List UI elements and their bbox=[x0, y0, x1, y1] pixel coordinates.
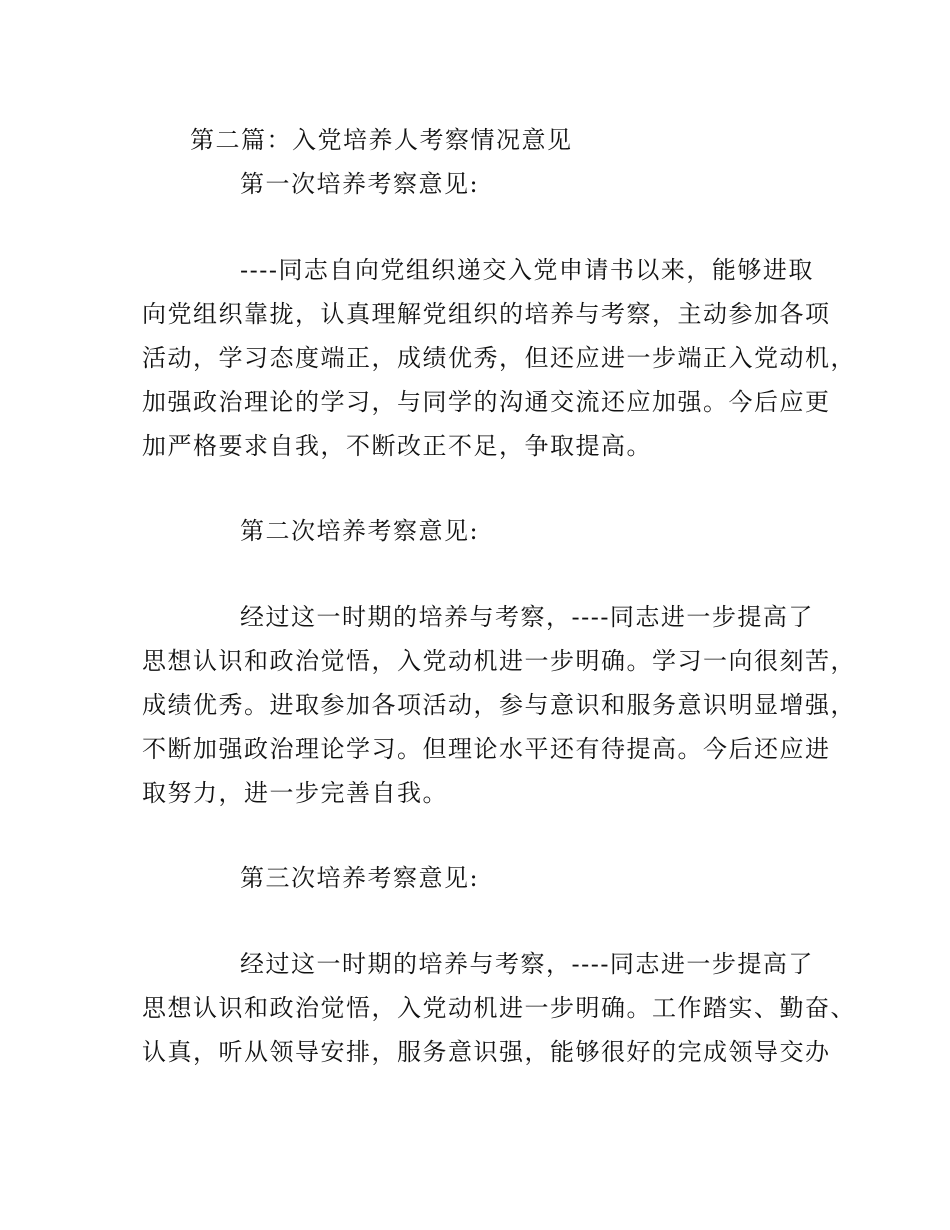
section-1-line-1: ----同志自向党组织递交入党申请书以来，能够进取 bbox=[240, 256, 814, 284]
section-1-line-2: 向党组织靠拢，认真理解党组织的培养与考察，主动参加各项 bbox=[142, 300, 831, 328]
section-1-line-4: 加强政治理论的学习，与同学的沟通交流还应加强。今后应更 bbox=[142, 388, 831, 416]
section-2-line-4: 不断加强政治理论学习。但理论水平还有待提高。今后还应进 bbox=[142, 735, 831, 763]
section-1-heading: 第一次培养考察意见: bbox=[240, 170, 480, 198]
section-2-line-1: 经过这一时期的培养与考察，----同志进一步提高了 bbox=[240, 603, 814, 631]
section-3-heading: 第三次培养考察意见: bbox=[240, 864, 480, 892]
section-1-line-5: 加严格要求自我，不断改正不足，争取提高。 bbox=[142, 432, 652, 460]
section-2-line-5: 取努力，进一步完善自我。 bbox=[142, 779, 448, 807]
section-2-line-3: 成绩优秀。进取参加各项活动，参与意识和服务意识明显增强， bbox=[142, 691, 856, 719]
section-3-line-1: 经过这一时期的培养与考察，----同志进一步提高了 bbox=[240, 950, 814, 978]
section-2-heading: 第二次培养考察意见: bbox=[240, 517, 480, 545]
section-1-line-3: 活动，学习态度端正，成绩优秀，但还应进一步端正入党动机， bbox=[142, 344, 856, 372]
section-3-line-2: 思想认识和政治觉悟，入党动机进一步明确。工作踏实、勤奋、 bbox=[142, 994, 856, 1022]
section-2-line-2: 思想认识和政治觉悟，入党动机进一步明确。学习一向很刻苦， bbox=[142, 647, 856, 675]
chapter-title: 第二篇：入党培养人考察情况意见 bbox=[190, 126, 573, 154]
section-3-line-3: 认真，听从领导安排，服务意识强，能够很好的完成领导交办 bbox=[142, 1038, 831, 1066]
